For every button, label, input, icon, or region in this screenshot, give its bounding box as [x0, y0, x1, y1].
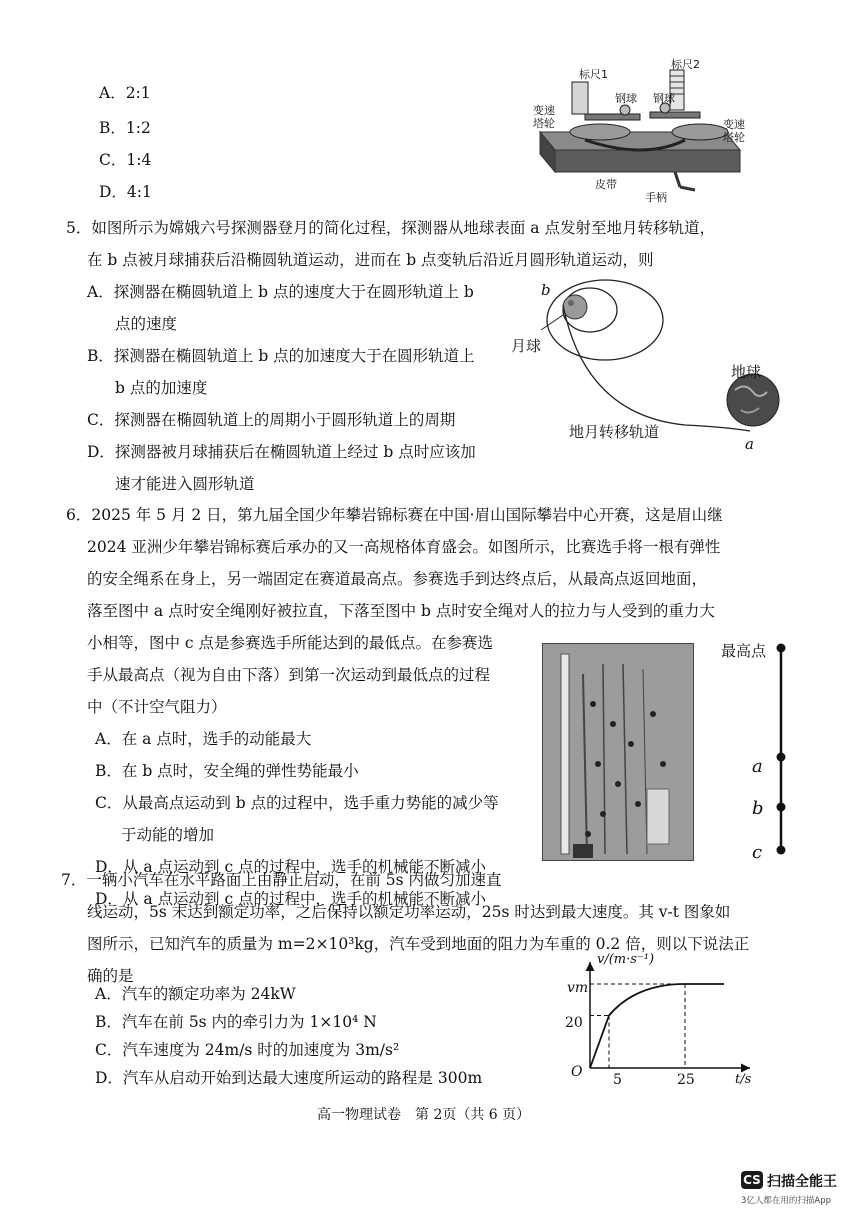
q7-stem-line4: 确的是	[87, 967, 134, 985]
y-axis-label: v/(m·s⁻¹)	[597, 952, 655, 967]
x-axis-label: t/s	[735, 1072, 752, 1087]
tower-right-label: 变速 塔轮	[723, 118, 745, 144]
point-b-label: b	[752, 798, 764, 819]
q5-stem-line2: 在 b 点被月球捕获后沿椭圆轨道运动，进而在 b 点变轨后沿近月圆形轨道运动，则	[87, 251, 654, 269]
q4-option-d: D．4:1	[99, 183, 152, 201]
q6-option-c-line2: 于动能的增加	[121, 826, 215, 844]
q7-stem-line3: 图所示，已知汽车的质量为 m=2×10³kg，汽车受到地面的阻力为车重的 0.2 倍，则以下说法正	[87, 935, 750, 953]
q5-option-b-line1: B．探测器在椭圆轨道上 b 点的加速度大于在圆形轨道上	[87, 347, 475, 365]
q5-option-d-line1: D．探测器被月球捕获后在椭圆轨道上经过 b 点时应该加	[87, 443, 476, 461]
climbing-wall-photo	[542, 643, 694, 861]
page-footer: 高一物理试卷 第 2页（共 6 页）	[317, 1107, 531, 1123]
q6-height-diagram	[710, 640, 820, 870]
handle-label: 手柄	[645, 191, 667, 204]
ball1-label: 钢球	[615, 92, 637, 105]
q6-stem-line7: 中（不计空气阻力）	[87, 698, 227, 716]
q4-apparatus-figure	[525, 52, 755, 202]
ruler2-label: 标尺2	[671, 58, 700, 71]
y-tick-vm: vm	[567, 980, 589, 996]
point-a-label: a	[752, 756, 763, 777]
vt-chart	[555, 952, 760, 1092]
q6-option-a: A．在 a 点时，选手的动能最大	[95, 730, 312, 748]
q6-stem-line4: 落至图中 a 点时安全绳刚好被拉直，下落至图中 b 点时安全绳对人的拉力与人受到的重力大	[87, 602, 715, 620]
q7-option-d: D．汽车从启动开始到达最大速度所运动的路程是 300m	[95, 1069, 483, 1087]
q6-option-d-duplicate: D．从 a 点运动到 c 点的过程中，选手的机械能不断减小	[95, 890, 487, 908]
q5-option-d-line2: 速才能进入圆形轨道	[115, 475, 255, 493]
q5-orbit-figure	[505, 275, 795, 460]
q7-stem-line2: 线运动，5s 末达到额定功率，之后保持以额定功率运动，25s 时达到最大速度。其 v-t 图象如	[87, 903, 731, 921]
q5-option-a-line1: A．探测器在椭圆轨道上 b 点的速度大于在圆形轨道上 b	[87, 283, 474, 301]
camscanner-tagline: 3亿人都在用的扫描App	[741, 1196, 832, 1206]
q7-option-a: A．汽车的额定功率为 24kW	[95, 985, 296, 1003]
y-tick-20: 20	[565, 1015, 583, 1031]
q4-option-a: A．2:1	[99, 84, 151, 102]
moon-label: 月球	[511, 337, 542, 355]
q5-option-a-line2: 点的速度	[115, 315, 178, 333]
highest-point-label: 最高点	[721, 642, 767, 660]
q5-stem-line1: 5．如图所示为嫦娥六号探测器登月的简化过程，探测器从地球表面 a 点发射至地月转移轨道，	[66, 219, 715, 237]
q5-option-b-line2: b 点的加速度	[115, 379, 208, 397]
ruler1-label: 标尺1	[579, 68, 608, 81]
camscanner-name: 扫描全能王	[767, 1174, 837, 1190]
height-line	[710, 640, 820, 870]
velocity-curve	[590, 984, 724, 1068]
q6-option-c-line1: C．从最高点运动到 b 点的过程中，选手重力势能的减少等	[95, 794, 499, 812]
q6-stem-line1: 6．2025 年 5 月 2 日，第九届全国少年攀岩锦标赛在中国·眉山国际攀岩中心开赛，这是眉山继	[66, 506, 723, 524]
q4-option-c: C．1:4	[99, 151, 152, 169]
vt-chart-svg	[555, 952, 760, 1092]
x-tick-5: 5	[613, 1072, 622, 1088]
q4-option-b: B．1:2	[99, 119, 151, 137]
climbing-wall-illustration	[543, 644, 693, 860]
q7-stem-line1: 7．一辆小汽车在水平路面上由静止启动，在前 5s 内做匀加速直	[61, 871, 502, 889]
origin-label: O	[571, 1064, 583, 1080]
q7-option-c: C．汽车速度为 24m/s 时的加速度为 3m/s²	[95, 1041, 400, 1059]
q6-stem-line6: 手从最高点（视为自由下落）到第一次运动到最低点的过程	[87, 666, 491, 684]
point-a-label: a	[745, 435, 754, 453]
tower-left-label: 变速 塔轮	[533, 104, 555, 130]
camscanner-logo: CS	[741, 1171, 763, 1189]
q7-option-b: B．汽车在前 5s 内的牵引力为 1×10⁴ N	[95, 1013, 377, 1031]
transfer-orbit-label: 地月转移轨道	[569, 423, 660, 441]
apparatus-illustration	[525, 52, 755, 202]
earth-label: 地球	[731, 363, 762, 381]
point-c-label: c	[752, 842, 763, 863]
q6-option-d: D．从 a 点运动到 c 点的过程中，选手的机械能不断减小	[95, 858, 487, 876]
q6-stem-line5: 小相等，图中 c 点是参赛选手所能达到的最低点。在参赛选	[87, 634, 494, 652]
q6-stem-line3: 的安全绳系在身上，另一端固定在赛道最高点。参赛选手到达终点后，从最高点返回地面，	[87, 570, 708, 588]
ball2-label: 钢球	[653, 92, 675, 105]
x-tick-25: 25	[677, 1072, 695, 1088]
q6-option-b: B．在 b 点时，安全绳的弹性势能最小	[95, 762, 359, 780]
q6-stem-line2: 2024 亚洲少年攀岩锦标赛后承办的又一高规格体育盛会。如图所示，比赛选手将一根有弹性	[87, 538, 721, 556]
point-b-label: b	[541, 281, 551, 299]
belt-label: 皮带	[595, 178, 617, 191]
q5-option-c: C．探测器在椭圆轨道上的周期小于圆形轨道上的周期	[87, 411, 456, 429]
